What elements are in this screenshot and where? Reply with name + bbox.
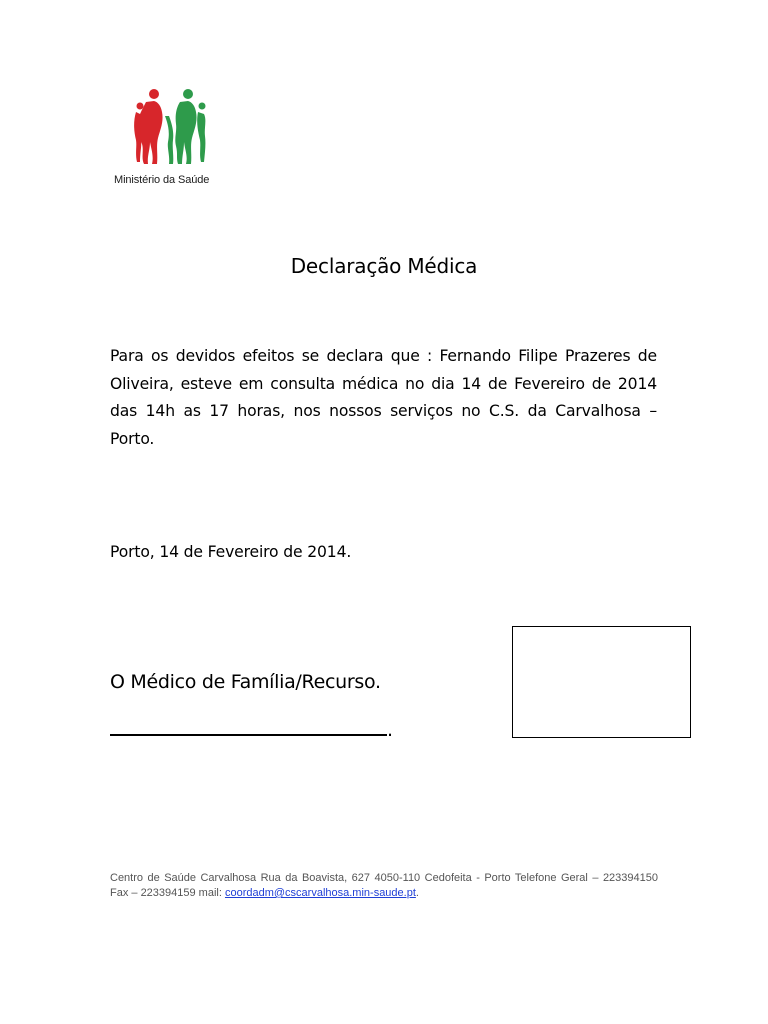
ministry-emblem-icon bbox=[132, 86, 212, 168]
footer-address: Centro de Saúde Carvalhosa Rua da Boavista, 627 4050-110 Cedofeita - Porto Telefone Geral – 223394150 Fax – 223394159 mail: bbox=[110, 872, 658, 899]
signature-label: O Médico de Família/Recurso. bbox=[110, 671, 381, 693]
footer-email-link[interactable]: coordadm@cscarvalhosa.min-saude.pt bbox=[224, 887, 416, 899]
signature-line-end: . bbox=[387, 719, 394, 741]
stamp-box bbox=[512, 626, 691, 738]
signature-line bbox=[110, 716, 393, 741]
logo-caption: Ministério da Saúde bbox=[114, 174, 210, 186]
footer-end: . bbox=[415, 887, 419, 899]
signature-rule bbox=[110, 716, 387, 736]
footer bbox=[110, 871, 658, 901]
document-title: Declaração Médica bbox=[290, 254, 478, 278]
ministry-logo bbox=[110, 86, 235, 191]
declaration-body: Para os devidos efeitos se declara que : Fernando Filipe Prazeres de Oliveira, esteve em consulta médica no dia 14 de Fevereiro de 2014 das 14h as 17 horas, nos nossos serviços no C.S. da Carvalhosa – Porto. bbox=[110, 347, 657, 448]
place-date: Porto, 14 de Fevereiro de 2014. bbox=[110, 543, 352, 561]
